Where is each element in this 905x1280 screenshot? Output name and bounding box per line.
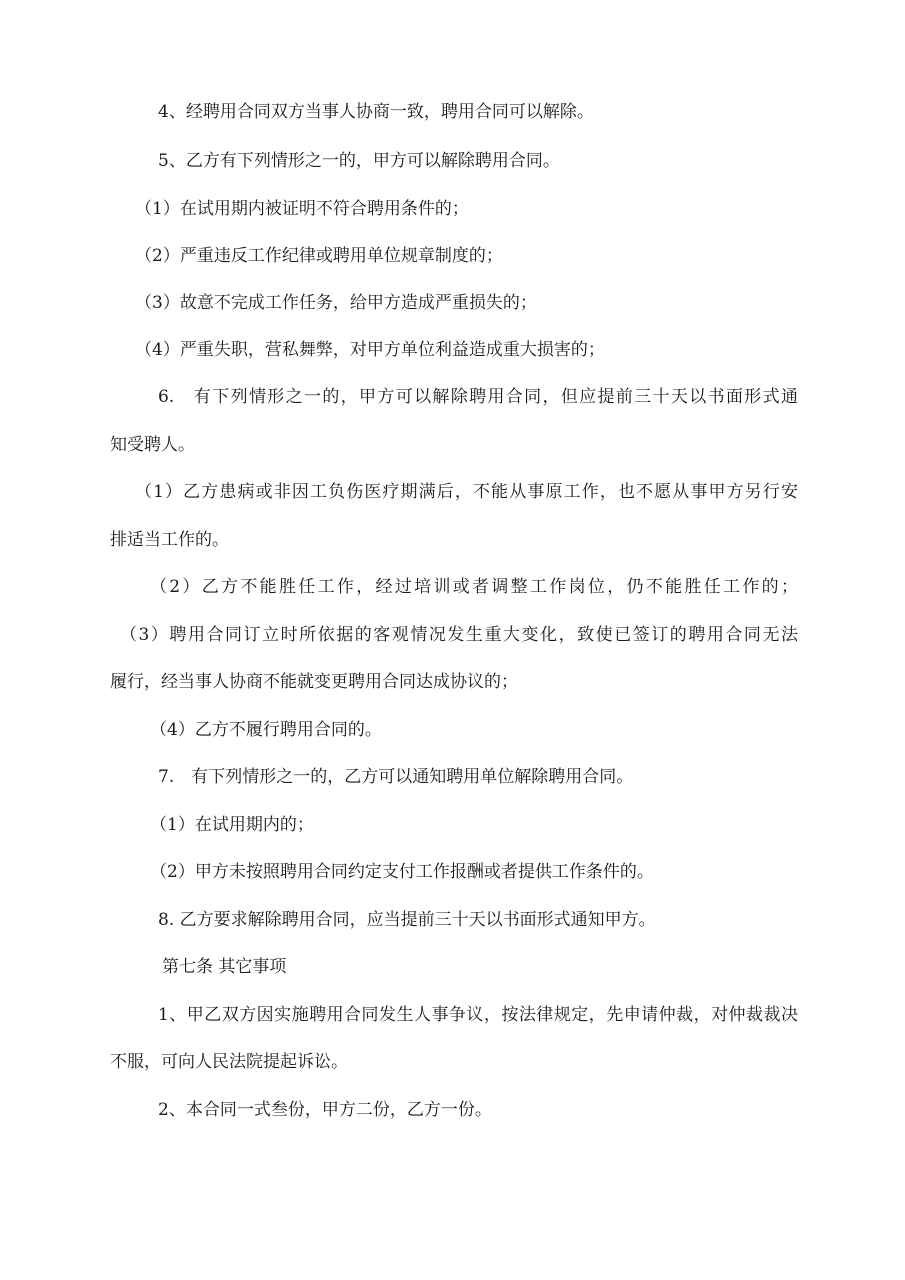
section-heading: 第七条 其它事项	[162, 957, 287, 977]
text-line-20: 1、甲乙双方因实施聘用合同发生人事争议，按法律规定，先申请仲裁，对仲裁裁决	[158, 1005, 798, 1025]
text-line-9: （1）乙方患病或非因工负伤医疗期满后，不能从事原工作，也不愿从事甲方另行安	[135, 482, 798, 502]
text-line-1: 4、经聘用合同双方当事人协商一致，聘用合同可以解除。	[158, 102, 594, 122]
text-line-11: （2）乙方不能胜任工作，经过培训或者调整工作岗位，仍不能胜任工作的；	[150, 577, 798, 597]
text-line-3: （1）在试用期内被证明不符合聘用条件的；	[135, 199, 469, 219]
text-line-10: 排适当工作的。	[110, 530, 229, 550]
text-line-13: 履行，经当事人协商不能就变更聘用合同达成协议的；	[110, 672, 518, 692]
text-line-15: 7. 有下列情形之一的，乙方可以通知聘用单位解除聘用合同。	[158, 767, 634, 787]
text-line-14: （4）乙方不履行聘用合同的。	[150, 720, 382, 740]
text-line-17: （2）甲方未按照聘用合同约定支付工作报酬或者提供工作条件的。	[150, 862, 654, 882]
text-line-4: （2）严重违反工作纪律或聘用单位规章制度的；	[135, 246, 503, 266]
text-line-18: 8. 乙方要求解除聘用合同，应当提前三十天以书面形式通知甲方。	[158, 910, 656, 930]
text-line-22: 2、本合同一式叁份，甲方二份，乙方一份。	[158, 1100, 492, 1120]
text-line-6: （4）严重失职，营私舞弊，对甲方单位利益造成重大损害的；	[135, 340, 605, 360]
text-line-5: （3）故意不完成工作任务，给甲方造成严重损失的；	[135, 293, 537, 313]
text-line-16: （1）在试用期内的；	[150, 815, 314, 835]
text-line-7: 6. 有下列情形之一的，甲方可以解除聘用合同，但应提前三十天以书面形式通	[158, 387, 798, 407]
text-line-8: 知受聘人。	[110, 435, 195, 455]
text-line-21: 不服，可向人民法院提起诉讼。	[110, 1052, 348, 1072]
text-line-2: 5、乙方有下列情形之一的，甲方可以解除聘用合同。	[158, 151, 560, 171]
text-line-12: （3）聘用合同订立时所依据的客观情况发生重大变化，致使已签订的聘用合同无法	[120, 625, 798, 645]
